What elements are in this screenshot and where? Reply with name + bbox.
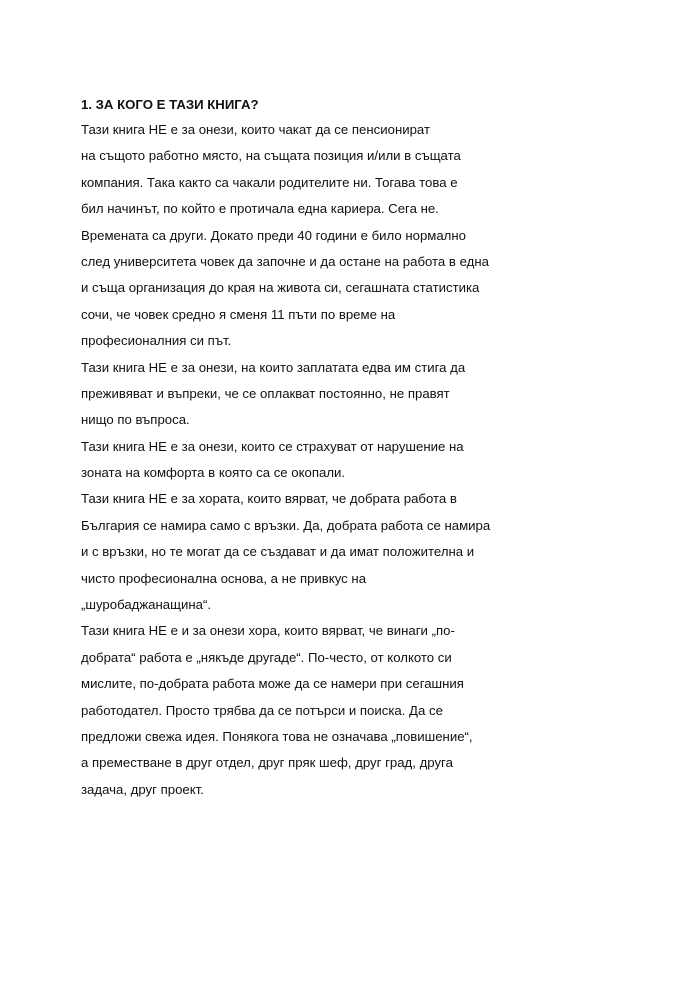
text-line: компания. Така както са чакали родителите ни. Тогава това е xyxy=(81,174,458,190)
text-line: Тази книга НЕ е за онези, които чакат да се пенсионират xyxy=(81,122,431,137)
text-line: задача, друг проект. xyxy=(81,781,204,797)
text-line: добрата“ работа е „някъде другаде“. По-често, от колкото си xyxy=(81,649,452,665)
text-line: „шуробаджанащина“. xyxy=(81,597,212,613)
document-body xyxy=(81,92,561,803)
text-line: професионалния си път. xyxy=(81,333,232,349)
section-heading: 1. ЗА КОГО Е ТАЗИ КНИГА? xyxy=(81,97,259,112)
text-line: предложи свежа идея. Понякога това не означава „повишение“, xyxy=(81,728,473,744)
text-line: Тази книга НЕ е за онези, на които заплатата едва им стига да xyxy=(81,359,466,375)
text-line: работодател. Просто трябва да се потърси и поиска. Да се xyxy=(81,702,443,718)
text-line: а преместване в друг отдел, друг пряк шеф, друг град, друга xyxy=(81,755,453,771)
text-line: на същото работно място, на същата позиция и/или в същата xyxy=(81,148,461,164)
text-line: бил начинът, по който е протичала една кариера. Сега не. xyxy=(81,201,439,217)
text-line: нищо по въпроса. xyxy=(81,412,190,428)
text-line: мислите, по-добрата работа може да се намери при сегашния xyxy=(81,676,464,692)
text-line: Времената са други. Докато преди 40 години е било нормално xyxy=(81,227,466,243)
text-line: чисто професионална основа, а не привкус на xyxy=(81,570,367,586)
text-line: и с връзки, но те могат да се създават и да имат положителна и xyxy=(81,544,475,560)
text-line: Тази книга НЕ е за хората, които вярват, че добрата работа в xyxy=(81,491,457,507)
text-line: след университета човек да започне и да остане на работа в една xyxy=(81,253,489,269)
text-line: България се намира само с връзки. Да, добрата работа се намира xyxy=(81,517,491,533)
text-line: Тази книга НЕ е и за онези хора, които вярват, че винаги „по- xyxy=(81,623,455,639)
text-line: и съща организация до края на живота си, сегашната статистика xyxy=(81,280,480,296)
text-line: зоната на комфорта в която са се окопали. xyxy=(81,465,346,481)
text-line: Тази книга НЕ е за онези, които се страхуват от нарушение на xyxy=(81,438,464,454)
text-line: преживяват и въпреки, че се оплакват постоянно, не правят xyxy=(81,385,450,401)
text-lines xyxy=(81,117,561,803)
text-line: сочи, че човек средно я сменя 11 пъти по време на xyxy=(81,306,396,322)
